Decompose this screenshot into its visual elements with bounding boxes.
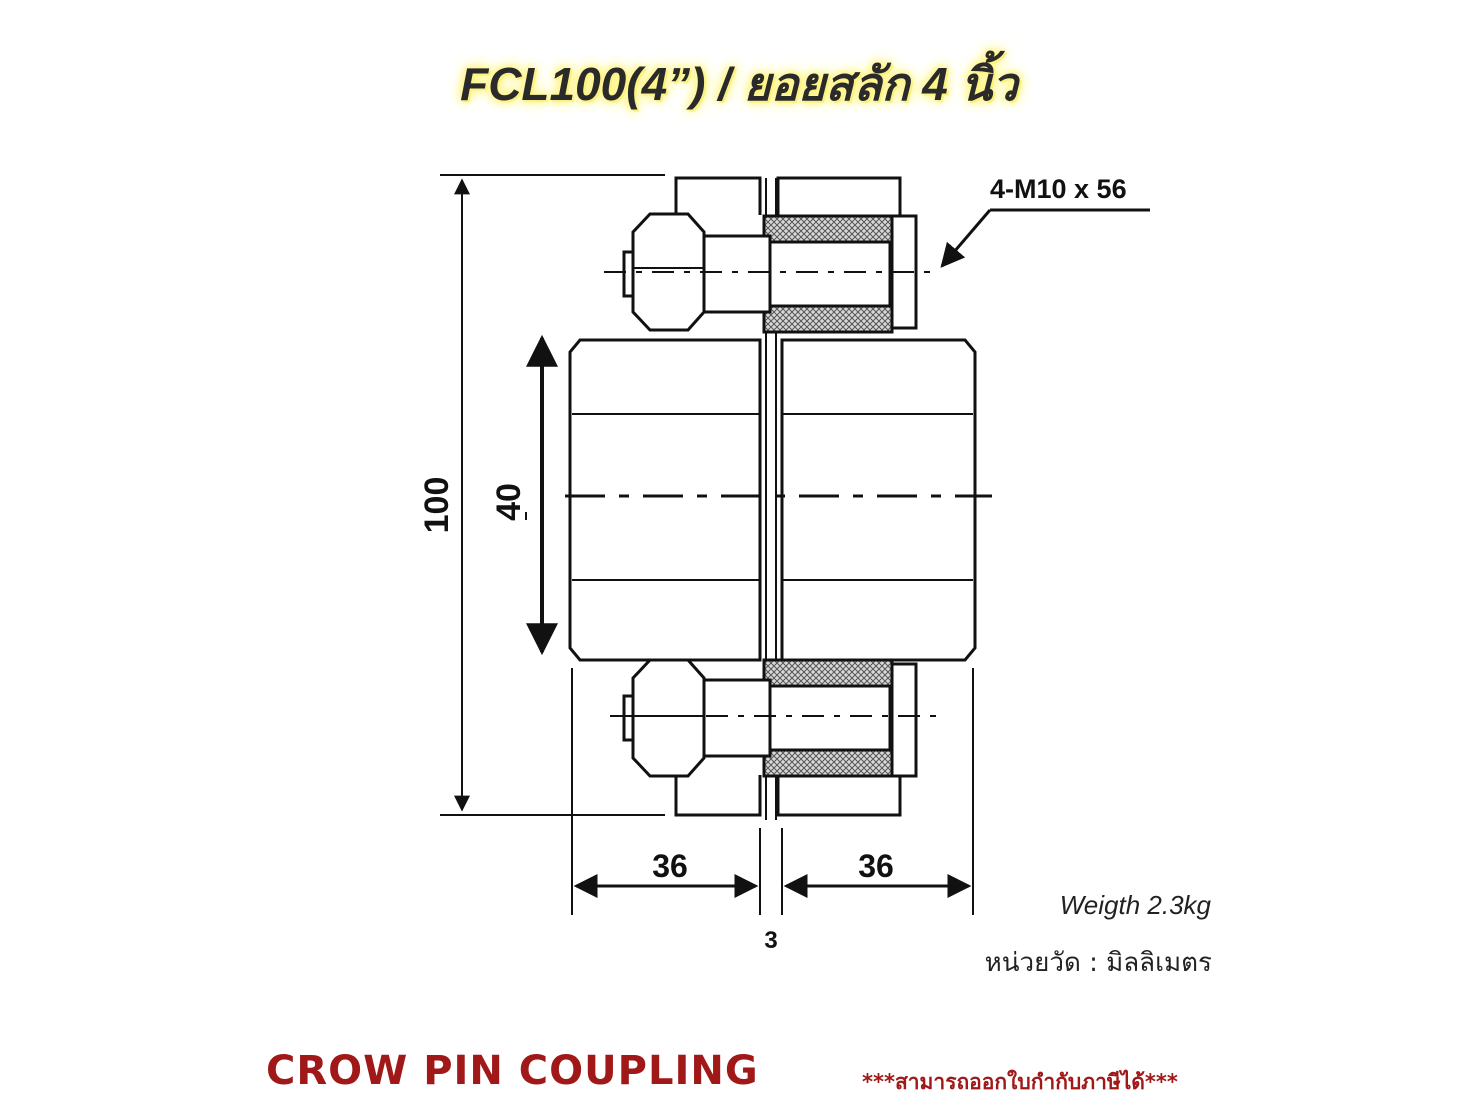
dim-gap-label: 3 [764,927,778,954]
page-title: FCL100(4”) / ยอยสลัก 4 นิ้ว [460,58,1018,110]
top-bolt [604,214,940,332]
left-hub [570,340,760,660]
dim-left-width-label: 36 [652,848,688,884]
tax-invoice-note: ***สามารถออกใบกำกับภาษีได้*** [862,1070,1178,1094]
top-flange-tabs [676,178,900,215]
right-hub [782,340,975,660]
bolt-spec-label: 4-M10 x 56 [990,174,1127,204]
bolt-spec-leader [942,210,1150,266]
bottom-bolt [610,660,940,776]
bottom-flange-tabs [676,775,900,815]
unit-label: หน่วยวัด : มิลลิเมตร [984,948,1212,978]
dim-bore-label: 40 [490,483,528,521]
dim-right-width-label: 36 [858,848,894,884]
brand-name: CROW PIN COUPLING [266,1048,759,1094]
dim-overall-height-label: 100 [418,476,456,534]
weight-label: Weigth 2.3kg [1059,890,1211,920]
